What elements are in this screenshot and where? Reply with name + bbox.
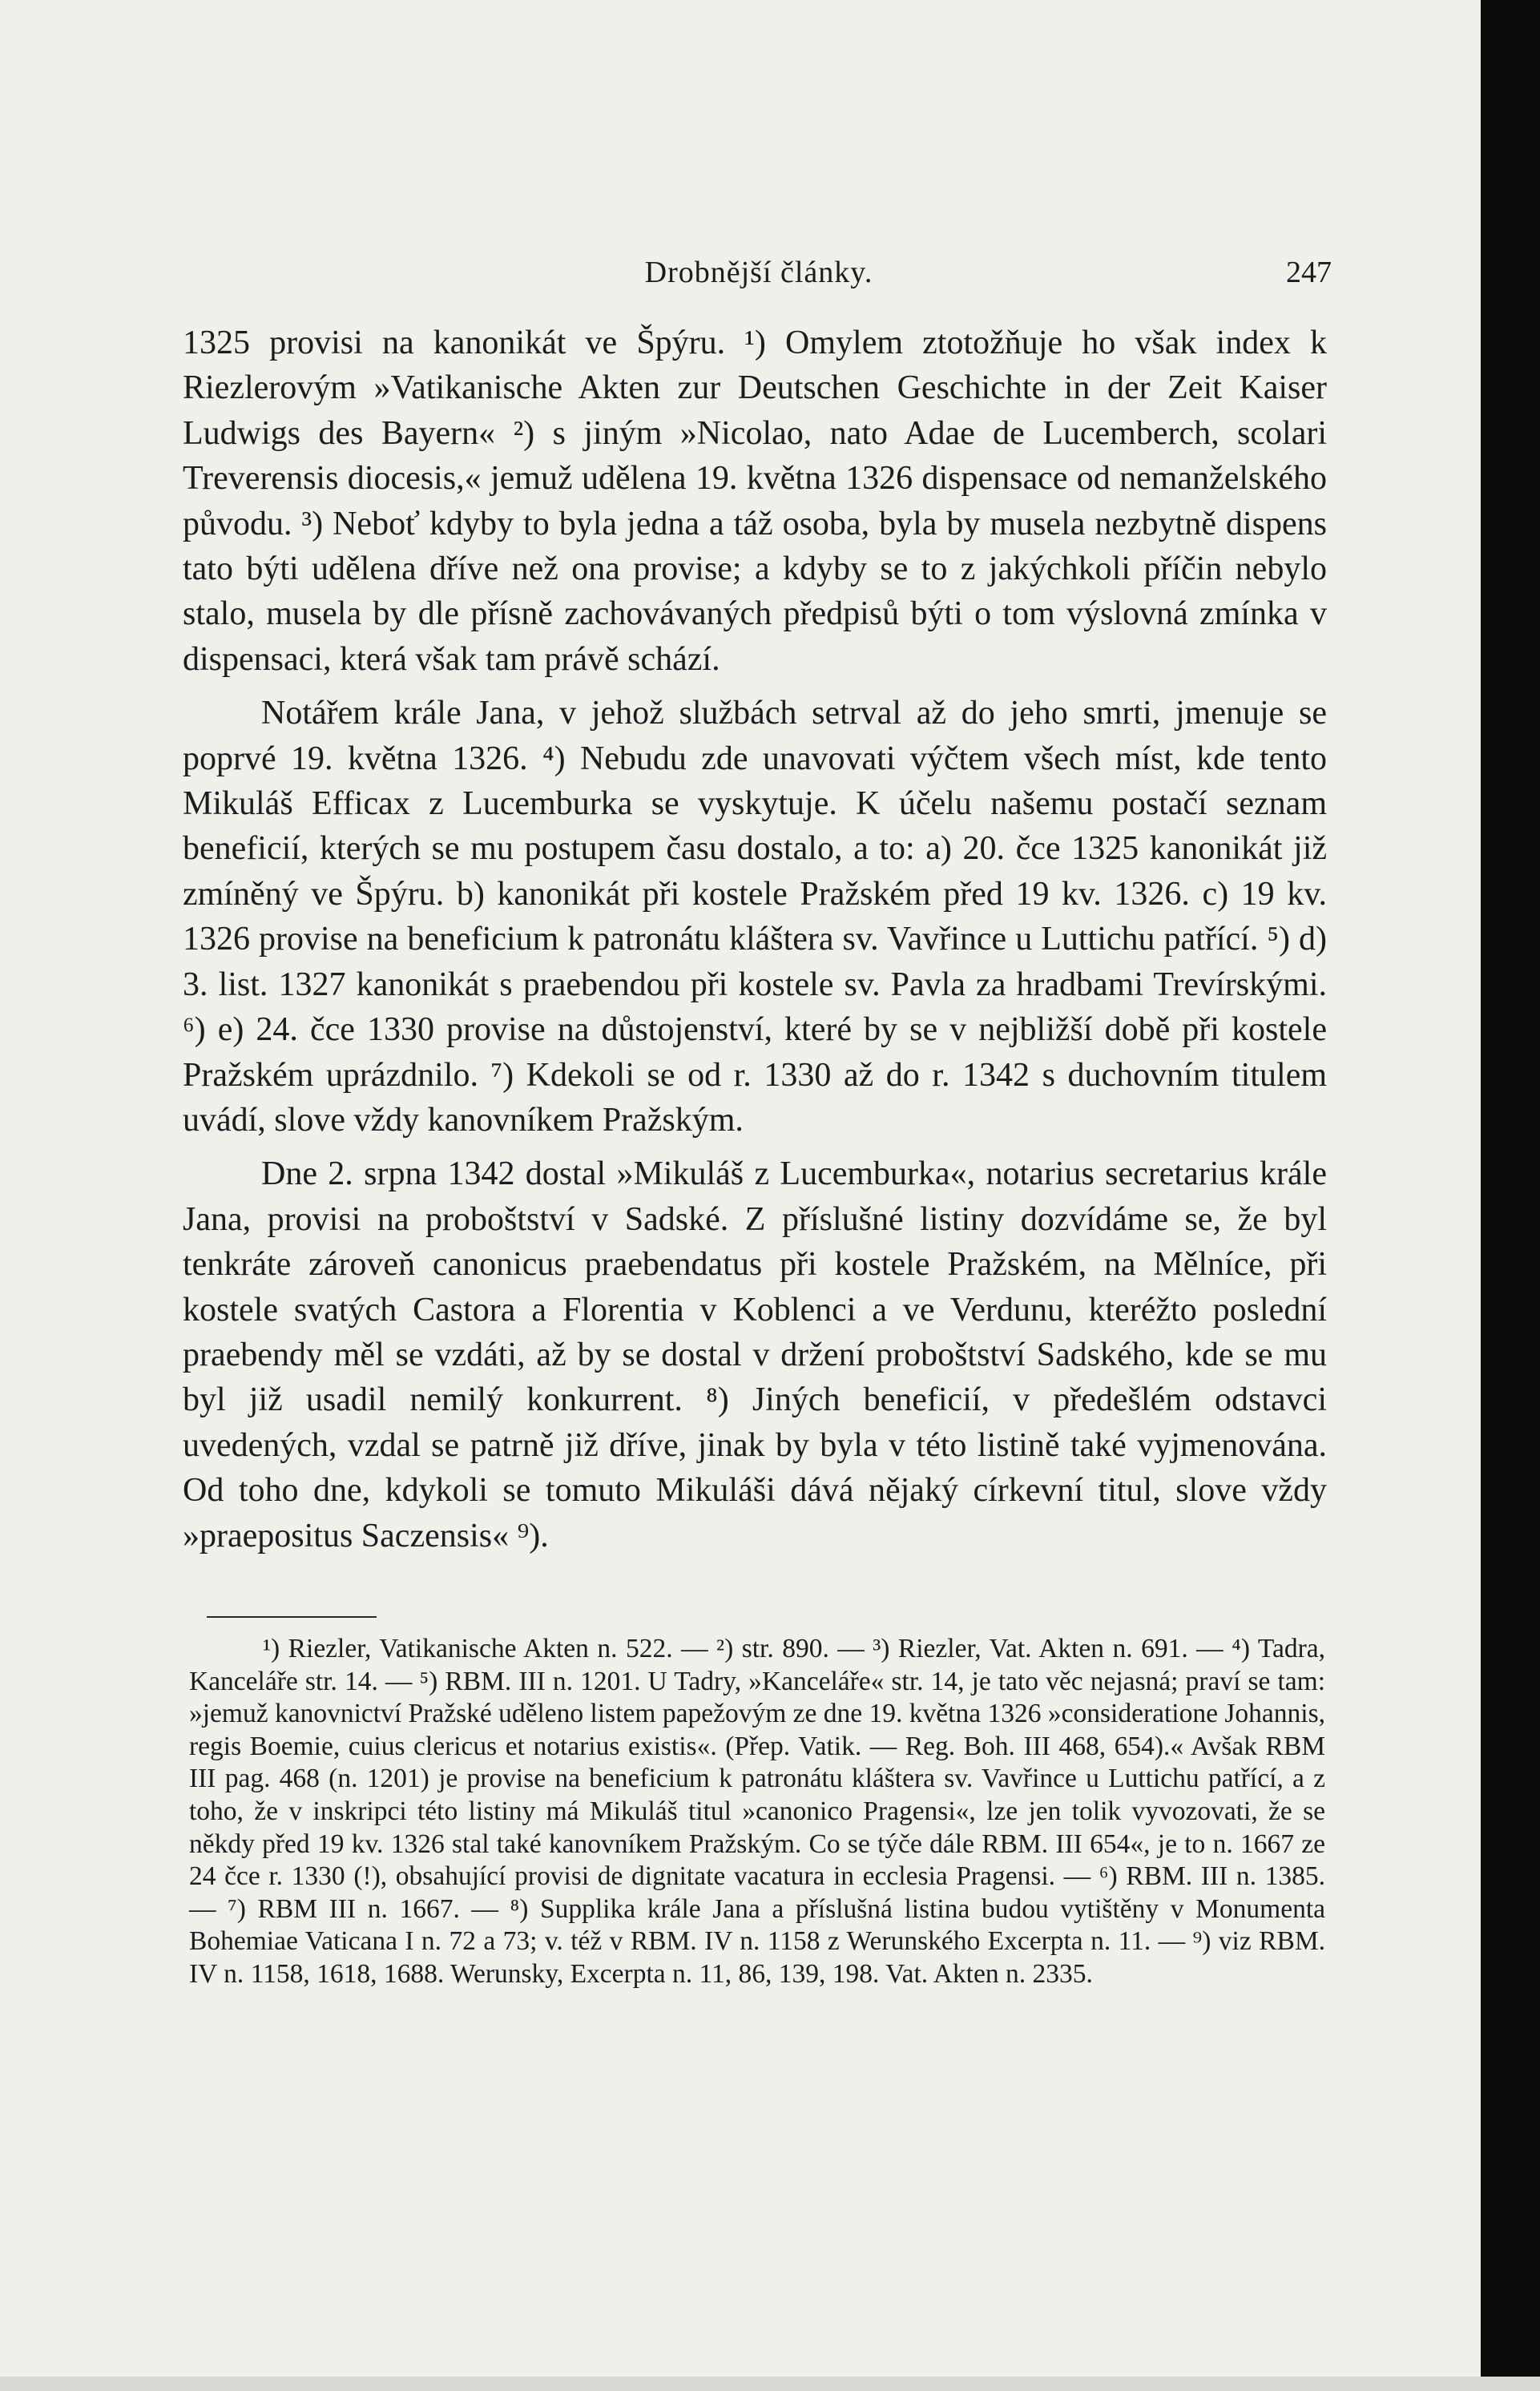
footnotes: [189, 1633, 1325, 1991]
page-number: 247: [1286, 256, 1332, 289]
scan-dark-edge: [1481, 0, 1540, 2391]
body-text: [183, 321, 1327, 1567]
paragraph-3: Dne 2. srpna 1342 dostal »Mikuláš z Lucemburka«, notarius secretarius krále Jana, provisi na proboštství v Sadské. Z příslušné listiny dozvídáme se, že byl tenkráte zároveň canonicus praebendatus při kostele Pražském, na Mělníce, při kostele svatých Castora a Florentia v Koblenci a ve Verdunu, kteréžto poslední praebendy měl se vzdáti, až by se dostal v držení proboštství Sadského, kde se mu byl již usadil nemilý konkurrent. ⁸) Jiných beneficií, v předešlém odstavci uvedených, vzdal se patrně již dříve, jinak by byla v této listině také vyjmenována. Od toho dne, kdykoli se tomuto Mikuláši dává nějaký církevní titul, slove vždy »praepositus Saczensis« ⁹).: [183, 1155, 1327, 1554]
scan-bottom-edge: [0, 2377, 1540, 2391]
paragraph-1: 1325 provisi na kanonikát ve Špýru. ¹) Omylem ztotožňuje ho však index k Riezlerovým »Vatikanische Akten zur Deutschen Geschichte in der Zeit Kaiser Ludwigs des Bayern« ²) s jiným »Nicolao, nato Adae de Lucemberch, scolari Treverensis diocesis,« jemuž udělena 19. května 1326 dispensace od nemanželského původu. ³) Neboť kdyby to byla jedna a táž osoba, byla by musela nezbytně dispens tato býti udělena dříve než ona provise; a kdyby se to z jakýchkoli příčin nebylo stalo, musela by dle přísně zachovávaných předpisů býti o tom výslovná zmínka v dispensaci, která však tam právě schází.: [183, 325, 1327, 678]
footnotes-text: ¹) Riezler, Vatikanische Akten n. 522. — ²) str. 890. — ³) Riezler, Vat. Akten n. 691. — ⁴) Tadra, Kanceláře str. 14. — ⁵) RBM. III n. 1201. U Tadry, »Kanceláře« str. 14, je tato věc nejasná; praví se tam: »jemuž kanovnictví Pražské uděleno listem papežovým ze dne 19. května 1326 »consideratione Johannis, regis Boemie, cuius clericus et notarius existis«. (Přep. Vatik. — Reg. Boh. III 468, 654).« Avšak RBM III pag. 468 (n. 1201) je provise na beneficium k patronátu kláštera sv. Vavřince u Luttichu patřící, a z toho, že v inskripci této listiny má Mikuláš titul »canonico Pragensi«, lze jen tolik vyvozovati, že se někdy před 19 kv. 1326 stal také kanovníkem Pražským. Co se týče dále RBM. III 654«, je to n. 1667 ze 24 čce r. 1330 (!), obsahující provisi de dignitate vacatura in ecclesia Pragensi. — ⁶) RBM. III n. 1385. — ⁷) RBM III n. 1667. — ⁸) Supplika krále Jana a příslušná listina budou vytištěny v Monumenta Bohemiae Vaticana I n. 72 a 73; v. též v RBM. IV n. 1158 z Werunského Excerpta n. 11. — ⁹) viz RBM. IV n. 1158, 1618, 1688. Werunsky, Excerpta n. 11, 86, 139, 198. Vat. Akten n. 2335.: [189, 1634, 1325, 1989]
paragraph-2: Notářem krále Jana, v jehož službách setrval až do jeho smrti, jmenuje se poprvé 19. května 1326. ⁴) Nebudu zde unavovati výčtem všech míst, kde tento Mikuláš Efficax z Lucemburka se vyskytuje. K účelu našemu postačí seznam beneficií, kterých se mu postupem času dostalo, a to: a) 20. čce 1325 kanonikát již zmíněný ve Špýru. b) kanonikát při kostele Pražském před 19 kv. 1326. c) 19 kv. 1326 provise na beneficium k patronátu kláštera sv. Vavřince u Luttichu patřící. ⁵) d) 3. list. 1327 kanonikát s praebendou při kostele sv. Pavla za hradbami Trevírskými. ⁶) e) 24. čce 1330 provise na důstojenství, které by se v nejbližší době při kostele Pražském uprázdnilo. ⁷) Kdekoli se od r. 1330 až do r. 1342 s duchovním titulem uvádí, slove vždy kanovníkem Pražským.: [183, 695, 1327, 1139]
running-title: Drobnější články.: [644, 256, 873, 289]
footnote-divider: [207, 1616, 377, 1618]
page-header: [186, 255, 1332, 303]
